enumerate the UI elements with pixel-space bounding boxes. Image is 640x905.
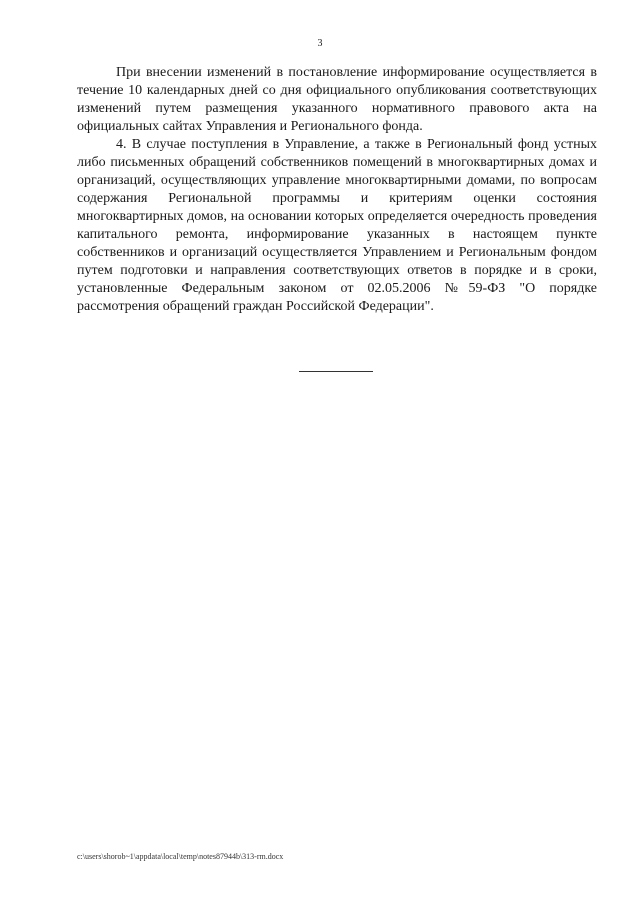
document-body xyxy=(77,64,597,316)
footer-file-path: c:\users\shorob~1\appdata\local\temp\notes87944b\313-rm.docx xyxy=(77,852,284,861)
paragraph-4-appeals: 4. В случае поступления в Управление, а также в Региональный фонд устных либо письменных обращений собственников помещений в многоквартирных домах и организаций, осуществляющих управление многоквартирными домами, по вопросам содержания Региональной программы и критериям оценки состояния многоквартирных домов, на основании которых определяется очередность проведения капитального ремонта, информирование указанных в настоящем пункте собственников и организаций осуществляется Управлением и Региональным фондом путем подготовки и направления соответствующих ответов в порядке и в сроки, установленные Федеральным законом от 02.05.2006 №59-ФЗ "О порядке рассмотрения обращений граждан Российской Федерации". xyxy=(77,137,597,314)
end-separator-line xyxy=(299,371,373,372)
page-number: 3 xyxy=(317,38,323,49)
paragraph-informing-changes: При внесении изменений в постановление информирование осуществляется в течение 10 календарных дней со дня официального опубликования соответствующих изменений путем размещения указанного нормативного правового акта на официальных сайтах Управления и Регионального фонда. xyxy=(77,65,597,134)
